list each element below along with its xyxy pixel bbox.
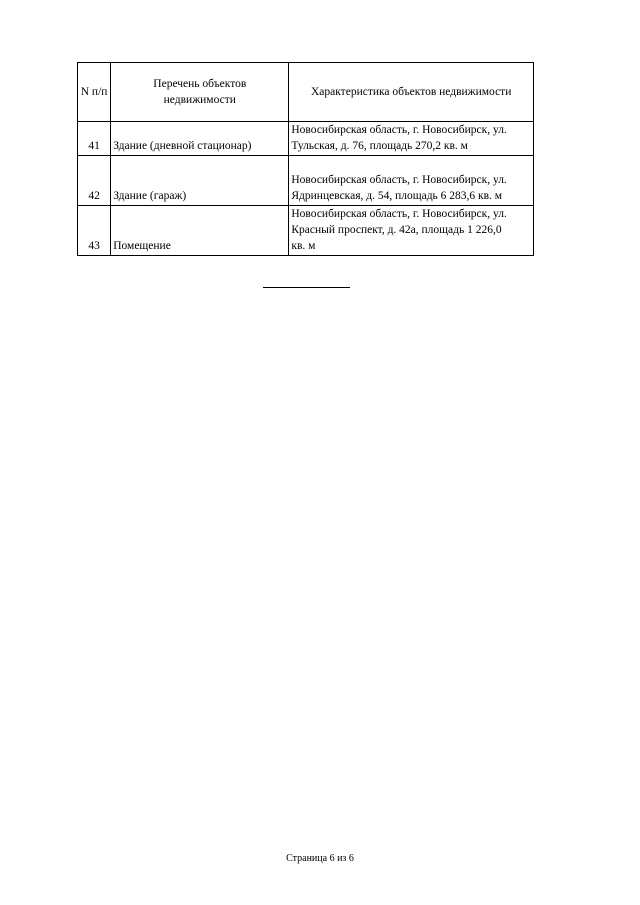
characteristics-line: Тульская, д. 76, площадь 270,2 кв. м [291,140,468,152]
row-number: 42 [78,156,111,206]
characteristics-line [291,156,531,172]
header-characteristics: Характеристика объектов недвижимости [289,63,534,122]
header-object-list [111,63,289,122]
characteristics-line: Ядринцевская, д. 54, площадь 6 283,6 кв. м [291,190,503,202]
object-name: Здание (дневной стационар) [111,122,289,156]
object-characteristics [289,206,534,256]
characteristics-line: Новосибирская область, г. Новосибирск, ул. [291,208,507,220]
object-characteristics [289,156,534,206]
object-name: Помещение [111,206,289,256]
header-object-list-line: Перечень объектов [153,78,247,90]
characteristics-line: Красный проспект, д. 42а, площадь 1 226,0 [291,224,502,236]
table-row [78,156,534,206]
header-number: N п/п [78,63,111,122]
characteristics-line: Новосибирская область, г. Новосибирск, ул. [291,124,507,136]
row-number: 43 [78,206,111,256]
characteristics-line: кв. м [291,240,316,252]
row-number: 41 [78,122,111,156]
object-characteristics [289,122,534,156]
page-footer [0,853,640,865]
table-row [78,122,534,156]
object-name: Здание (гараж) [111,156,289,206]
end-of-document-rule [263,287,350,288]
page-number-label: Страница 6 из 6 [286,853,354,864]
header-object-list-line: недвижимости [163,94,236,106]
characteristics-line: Новосибирская область, г. Новосибирск, ул. [291,174,507,186]
table-row [78,206,534,256]
table-header-row [78,63,534,122]
property-table [77,62,534,256]
